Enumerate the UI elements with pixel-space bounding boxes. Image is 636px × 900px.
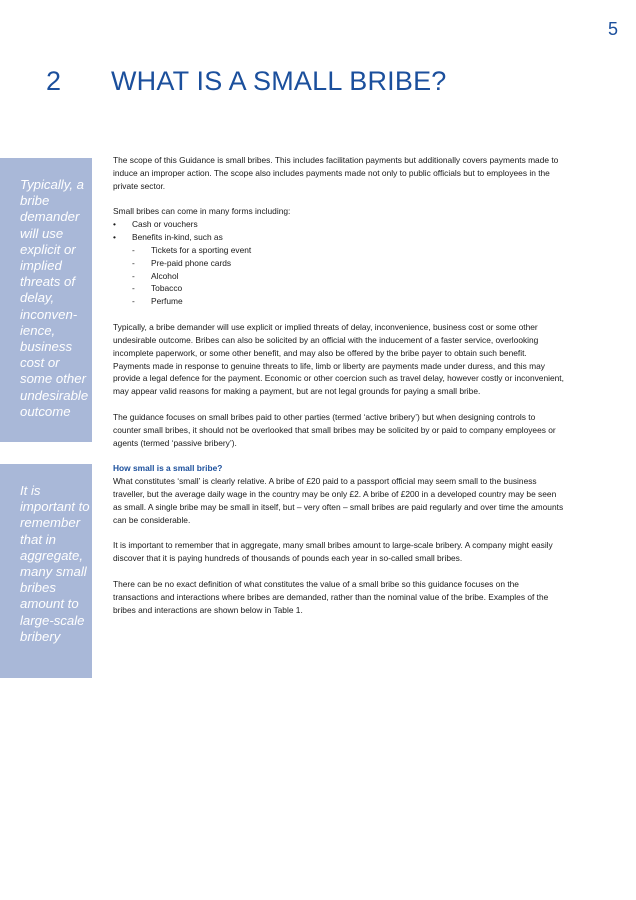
- body-paragraph: It is important to remember that in aggregate, many small bribes amount to large-scale bribery. A company might easily discover that it is paying hundreds of thousands of pounds each year in so-called small bribes.: [113, 540, 553, 564]
- bullet-item: • Cash or vouchers: [113, 218, 565, 231]
- sub-list-item: [132, 244, 565, 257]
- pullquote-text: It is important to remember that in aggregate, many small bribes amount to large-scale bribery: [20, 483, 90, 644]
- pullquote-box: [0, 464, 92, 678]
- sub-list: [132, 244, 565, 308]
- subheading: How small is a small bribe?: [113, 463, 223, 474]
- sub-list-item-label: Alcohol: [151, 270, 179, 281]
- sub-list-item-label: Tickets for a sporting event: [151, 244, 252, 255]
- body-paragraph: Small bribes can come in many forms including:: [113, 206, 291, 217]
- body-paragraph: There can be no exact definition of what constitutes the value of a small bribe so this guidance focuses on the transactions and interactions where bribes are demanded, rather than the nominal value of the bribe. Examples of the bribes and interactions are shown below in Table 1.: [113, 578, 549, 615]
- dash-marker: -: [132, 244, 135, 255]
- bullet-item-label: Benefits in-kind, such as: [132, 232, 223, 243]
- bullet-list: [113, 218, 565, 308]
- pullquote-box: [0, 158, 92, 442]
- dash-marker: -: [132, 296, 135, 307]
- page-number: 5: [607, 19, 618, 39]
- sub-list-item-label: Pre-paid phone cards: [151, 257, 232, 268]
- body-paragraph: What constitutes ‘small’ is clearly relative. A bribe of £20 paid to a passport official may seem small to the business traveller, but the average daily wage in the country may be only £2. A bribe of £200 in a developed country may be seen as small. A single bribe may be small in itself, but – very often – small bribes are paid regularly and over time the amounts can be considerable.: [113, 476, 564, 525]
- sub-list-item: [132, 270, 565, 283]
- sub-list-item-label: Tobacco: [151, 283, 183, 294]
- pullquote-text: Typically, a bribe demander will use explicit or implied threats of delay, inconven-ience, business cost or some other undesirable outcome: [20, 177, 89, 419]
- body-paragraph: The guidance focuses on small bribes paid to other parties (termed ‘active bribery’) but when designing controls to counter small bribes, it should not be overlooked that small bribes may be solicited by or paid to company employees or agents (termed ‘passive bribery’).: [113, 411, 556, 448]
- bullet-item: [113, 231, 565, 308]
- body-paragraph: Typically, a bribe demander will use explicit or implied threats of delay, inconvenience, business cost or some other undesirable outcome. Bribes can also be solicited by an official with the inducement of a faster service, overlooking incomplete paperwork, or some other benefit, and may also be offered by the bribe payer to obtain such benefit. Payments made in response to genuine threats to life, limb or liberty are payments made under duress, and this may provide a legal defence for the payment. Economic or other coercion such as travel delay, however costly or inconvenient, may appear valid reasons for making a payment, but are not legal grounds for paying a small bribe.: [113, 321, 564, 397]
- chapter-title: WHAT IS A SMALL BRIBE?: [111, 66, 447, 96]
- forms-of-bribes-list: [113, 205, 565, 308]
- body-paragraph: The scope of this Guidance is small bribes. This includes facilitation payments but additionally covers payments made to induce an improper action. The scope also includes payments made not only to public officials but to employees in the private sector.: [113, 155, 559, 191]
- sub-list-item-label: Perfume: [151, 296, 183, 307]
- sub-list-item: [132, 282, 565, 295]
- dash-marker: -: [132, 270, 135, 281]
- dash-marker: -: [132, 257, 135, 268]
- chapter-number: 2: [46, 66, 62, 96]
- sub-list-item: [132, 257, 565, 270]
- dash-marker: -: [132, 283, 135, 294]
- sub-list-item: [132, 295, 565, 308]
- body-text-column: [113, 154, 565, 629]
